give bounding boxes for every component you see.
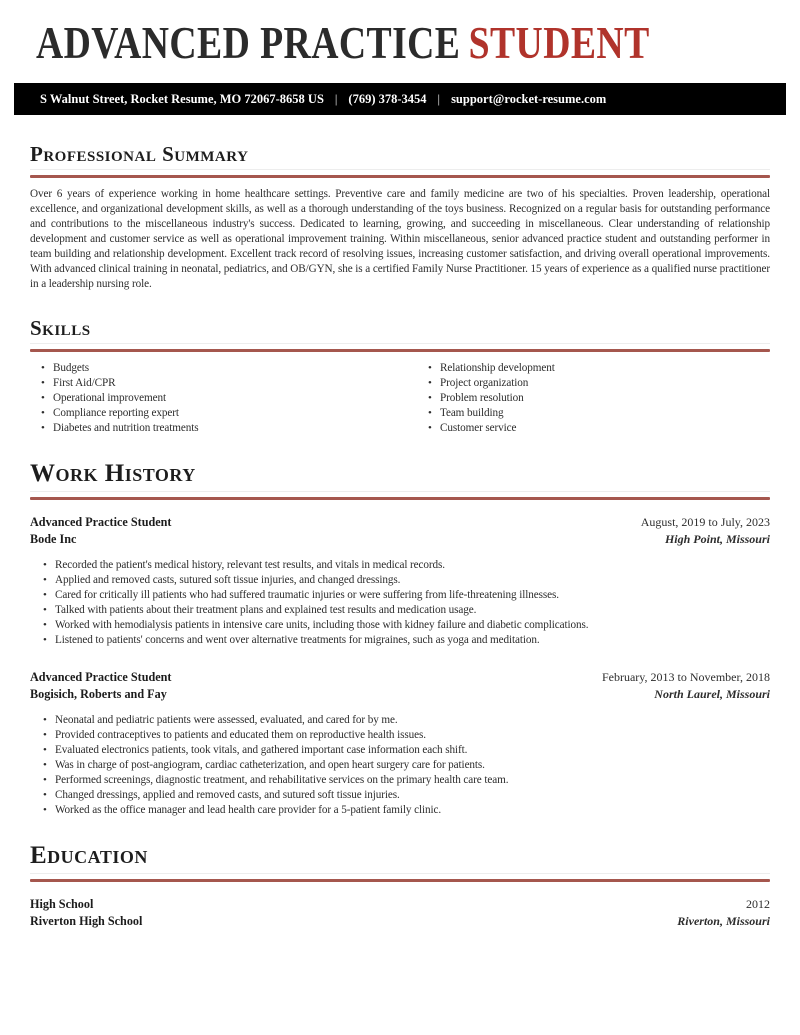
section-heading-wrap (30, 842, 770, 874)
skill-item: • Problem resolution (427, 391, 770, 406)
skills-list-left (30, 361, 417, 436)
page-title (36, 16, 650, 70)
job-bullet: • Changed dressings, applied and removed casts, and sutured soft tissue injuries. (42, 788, 770, 803)
education-entry (30, 896, 770, 930)
education-year: 2012 (746, 897, 770, 911)
contact-separator: | (437, 91, 441, 106)
professional-summary-text: Over 6 years of experience working in home healthcare settings. Preventive care and family medicine are two of his specialties. Proven leadership, operational excellence, and organizational development skills, as well as a thorough understanding of the toys business. Recognized on a regular basis for outstanding performance and contributions to the miscellaneous industry's success. Dedicated to learning, growing, and succeeding in miscellaneous. Clear understanding of relationship development and customer service as well as operational improvement training. Within miscellaneous, senior advanced practice student and outstanding performer in team building and relationship development. Excellent track record of resolving issues, increasing customer satisfaction, and driving overall operational improvements. With advanced clinical training in neonatal, pediatrics, and OB/GYN, she is a certified Family Nurse Practitioner. 15 years of experience as a qualified nurse practitioner in a leadership nursing role. (30, 188, 770, 290)
skill-item: • Diabetes and nutrition treatments (40, 421, 417, 436)
job-title: Advanced Practice Student (30, 670, 172, 684)
skill-item: • Team building (427, 406, 770, 421)
professional-summary-heading: Professional Summary (30, 142, 249, 166)
education-location: Riverton, Missouri (677, 914, 770, 928)
section-divider (30, 497, 770, 500)
skills-columns (30, 352, 770, 436)
job-bullet: • Recorded the patient's medical history, relevant test results, and vitals in medical records. (42, 558, 770, 573)
skill-item: • Operational improvement (40, 391, 417, 406)
job-entry (30, 669, 770, 818)
resume-body (30, 142, 770, 930)
skills-heading: Skills (30, 316, 91, 340)
skill-item: • Compliance reporting expert (40, 406, 417, 421)
work-history-heading: Work History (30, 460, 196, 487)
job-bullet: • Evaluated electronics patients, took vitals, and gathered important case information each shift. (42, 743, 770, 758)
contact-separator: | (334, 91, 338, 106)
section-heading-wrap (30, 142, 770, 170)
header (0, 0, 800, 115)
section-heading-wrap (30, 460, 770, 492)
contact-phone: (769) 378-3454 (348, 91, 427, 106)
job-bullet-list (30, 713, 770, 818)
contact-bar (14, 83, 786, 115)
skills-list-right (417, 361, 770, 436)
education-school-row (30, 913, 770, 930)
job-bullet: • Worked as the office manager and lead health care provider for a 5-patient family clinic. (42, 803, 770, 818)
skill-item: • First Aid/CPR (40, 376, 417, 391)
section-professional-summary (30, 142, 770, 292)
job-bullet: • Listened to patients' concerns and went over alternative treatments for migraines, such as yoga and meditation. (42, 633, 770, 648)
section-divider (30, 175, 770, 178)
job-location: High Point, Missouri (664, 532, 770, 546)
job-company-row (30, 686, 770, 703)
education-degree: High School (30, 897, 94, 911)
job-bullet-list (30, 558, 770, 648)
job-bullet: • Neonatal and pediatric patients were assessed, evaluated, and cared for by me. (42, 713, 770, 728)
section-work-history (30, 460, 770, 818)
skill-item: • Relationship development (427, 361, 770, 376)
job-company: Bode Inc (30, 532, 77, 546)
skill-item: • Project organization (427, 376, 770, 391)
job-entry (30, 514, 770, 648)
section-heading-wrap (30, 316, 770, 344)
job-dates: August, 2019 to July, 2023 (640, 515, 770, 529)
section-divider (30, 879, 770, 882)
job-bullet: • Talked with patients about their treatment plans and explained test results and medication usage. (42, 603, 770, 618)
job-bullet: • Cared for critically ill patients who had suffered traumatic injuries or were suffering from life-threatening illnesses. (42, 588, 770, 603)
job-bullet: • Performed screenings, diagnostic treatment, and rehabilitative services on the primary health care team. (42, 773, 770, 788)
page-title-accent: STUDENT (468, 17, 650, 68)
job-title-row (30, 669, 770, 686)
section-education (30, 842, 770, 930)
education-degree-row (30, 896, 770, 913)
job-title-row (30, 514, 770, 531)
education-heading: Education (30, 842, 148, 869)
job-location: North Laurel, Missouri (654, 687, 770, 701)
page-title-main: ADVANCED PRACTICE (36, 17, 461, 68)
contact-address: S Walnut Street, Rocket Resume, MO 72067-8658 US (40, 91, 324, 106)
job-bullet: • Provided contraceptives to patients and educated them on reproductive health issues. (42, 728, 770, 743)
skill-item: • Customer service (427, 421, 770, 436)
education-school: Riverton High School (30, 914, 143, 928)
contact-email: support@rocket-resume.com (451, 91, 607, 106)
skill-item: • Budgets (40, 361, 417, 376)
job-title: Advanced Practice Student (30, 515, 172, 529)
job-bullet: • Worked with hemodialysis patients in intensive care units, including those with kidney failure and diabetic complications. (42, 618, 770, 633)
job-bullet: • Was in charge of post-angiogram, cardiac catheterization, and open heart surgery care for patients. (42, 758, 770, 773)
job-dates: February, 2013 to November, 2018 (601, 670, 770, 684)
section-skills (30, 316, 770, 436)
job-company: Bogisich, Roberts and Fay (30, 687, 167, 701)
job-company-row (30, 531, 770, 548)
job-bullet: • Applied and removed casts, sutured soft tissue injuries, and changed dressings. (42, 573, 770, 588)
